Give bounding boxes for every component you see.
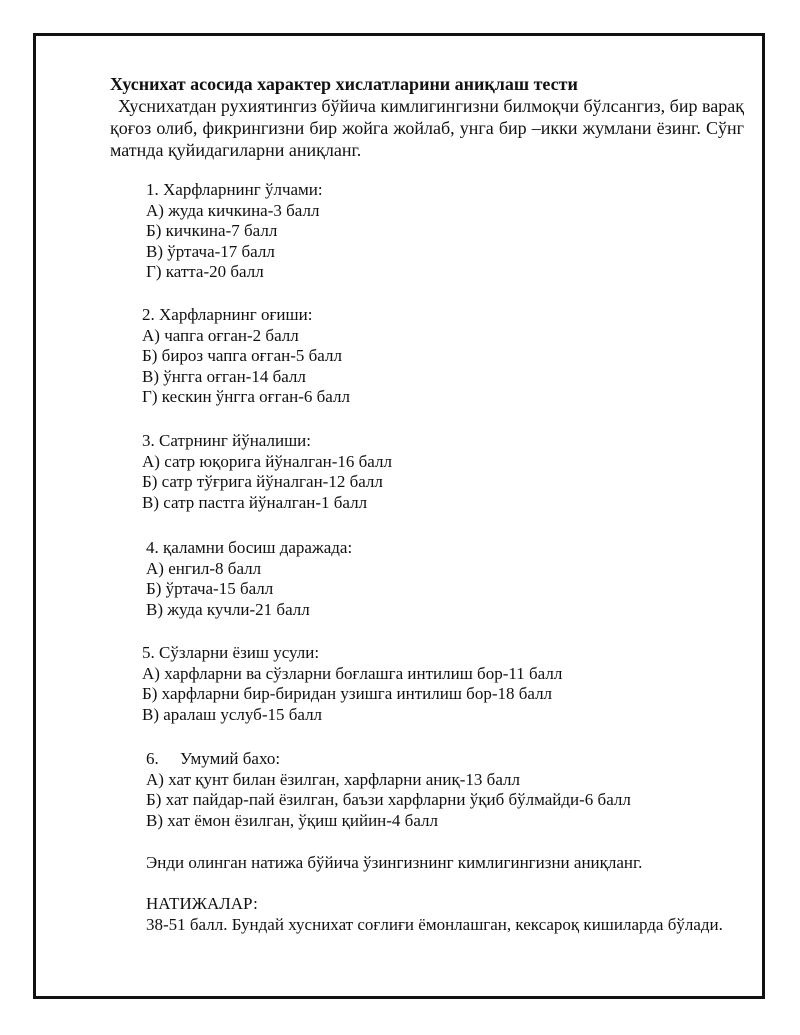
question-1-option-a: А) жуда кичкина-3 балл: [146, 200, 320, 220]
question-3-option-b: Б) сатр тўғрига йўналган-12 балл: [142, 472, 383, 492]
question-2: [142, 305, 350, 408]
question-5-option-a: А) харфларни ва сўзларни боғлашга интилиш бор-11 балл: [142, 663, 563, 683]
question-6-heading: Умумий бахо:: [180, 749, 281, 768]
question-6-heading-line: [146, 749, 631, 770]
question-2-heading: 2. Харфларнинг оғиши:: [142, 305, 313, 324]
question-5: [142, 643, 562, 725]
question-1-heading: 1. Харфларнинг ўлчами:: [146, 180, 323, 199]
question-3-option-c: В) сатр пастга йўналган-1 балл: [142, 492, 368, 512]
question-6-option-b: Б) хат пайдар-пай ёзилган, баъзи харфларни ўқиб бўлмайди-6 балл: [146, 790, 631, 810]
question-1-option-c: В) ўртача-17 балл: [146, 241, 275, 261]
question-4-option-a: А) енгил-8 балл: [146, 558, 262, 578]
question-5-option-c: В) аралаш услуб-15 балл: [142, 704, 323, 724]
question-2-option-d: Г) кескин ўнгга оғган-6 балл: [142, 387, 350, 407]
final-instruction: Энди олинган натижа бўйича ўзингизнинг кимлигингизни аниқланг.: [146, 853, 643, 872]
question-4-heading: 4. қаламни босиш даражада:: [146, 538, 353, 557]
question-5-option-b: Б) харфларни бир-биридан узишга интилиш бор-18 балл: [142, 684, 553, 704]
question-6-number: 6.: [146, 749, 159, 768]
question-2-option-b: Б) бироз чапга оғган-5 балл: [142, 346, 342, 366]
question-3-heading: 3. Сатрнинг йўналиши:: [142, 431, 311, 450]
question-6: [146, 749, 631, 831]
question-2-option-a: А) чапга оғган-2 балл: [142, 325, 299, 345]
question-3: [142, 431, 392, 513]
document-title: Хуснихат асосида характер хислатларини аниқлаш тести: [110, 74, 578, 94]
question-4-option-c: В) жуда кучли-21 балл: [146, 599, 310, 619]
question-1-option-b: Б) кичкина-7 балл: [146, 221, 278, 241]
question-3-option-a: А) сатр юқорига йўналган-16 балл: [142, 451, 392, 471]
question-4-option-b: Б) ўртача-15 балл: [146, 579, 274, 599]
question-2-option-c: В) ўнгга оғган-14 балл: [142, 366, 306, 386]
question-6-option-a: А) хат қунт билан ёзилган, харфларни аниқ-13 балл: [146, 769, 520, 789]
question-4: [146, 538, 352, 620]
document-body: [110, 73, 744, 934]
question-5-heading: 5. Сўзларни ёзиш усули:: [142, 643, 320, 662]
intro-paragraph: Хуснихатдан рухиятингиз бўйича кимлигингизни билмоқчи бўлсангиз, бир варақ қоғоз олиб, фикрингизни бир жойга жойлаб, унга бир –икки жумлани ёзинг. Сўнг матнда қуйидагиларни аниқланг.: [110, 96, 744, 160]
question-6-option-c: В) хат ёмон ёзилган, ўқиш қийин-4 балл: [146, 810, 438, 830]
results-item-1: 38-51 балл. Бундай хуснихат соғлиғи ёмонлашган, кексароқ кишиларда бўлади.: [146, 915, 723, 934]
question-1: [146, 180, 323, 283]
results-section: [146, 893, 744, 935]
question-1-option-d: Г) катта-20 балл: [146, 262, 264, 282]
results-heading: НАТИЖАЛАР:: [146, 894, 258, 913]
